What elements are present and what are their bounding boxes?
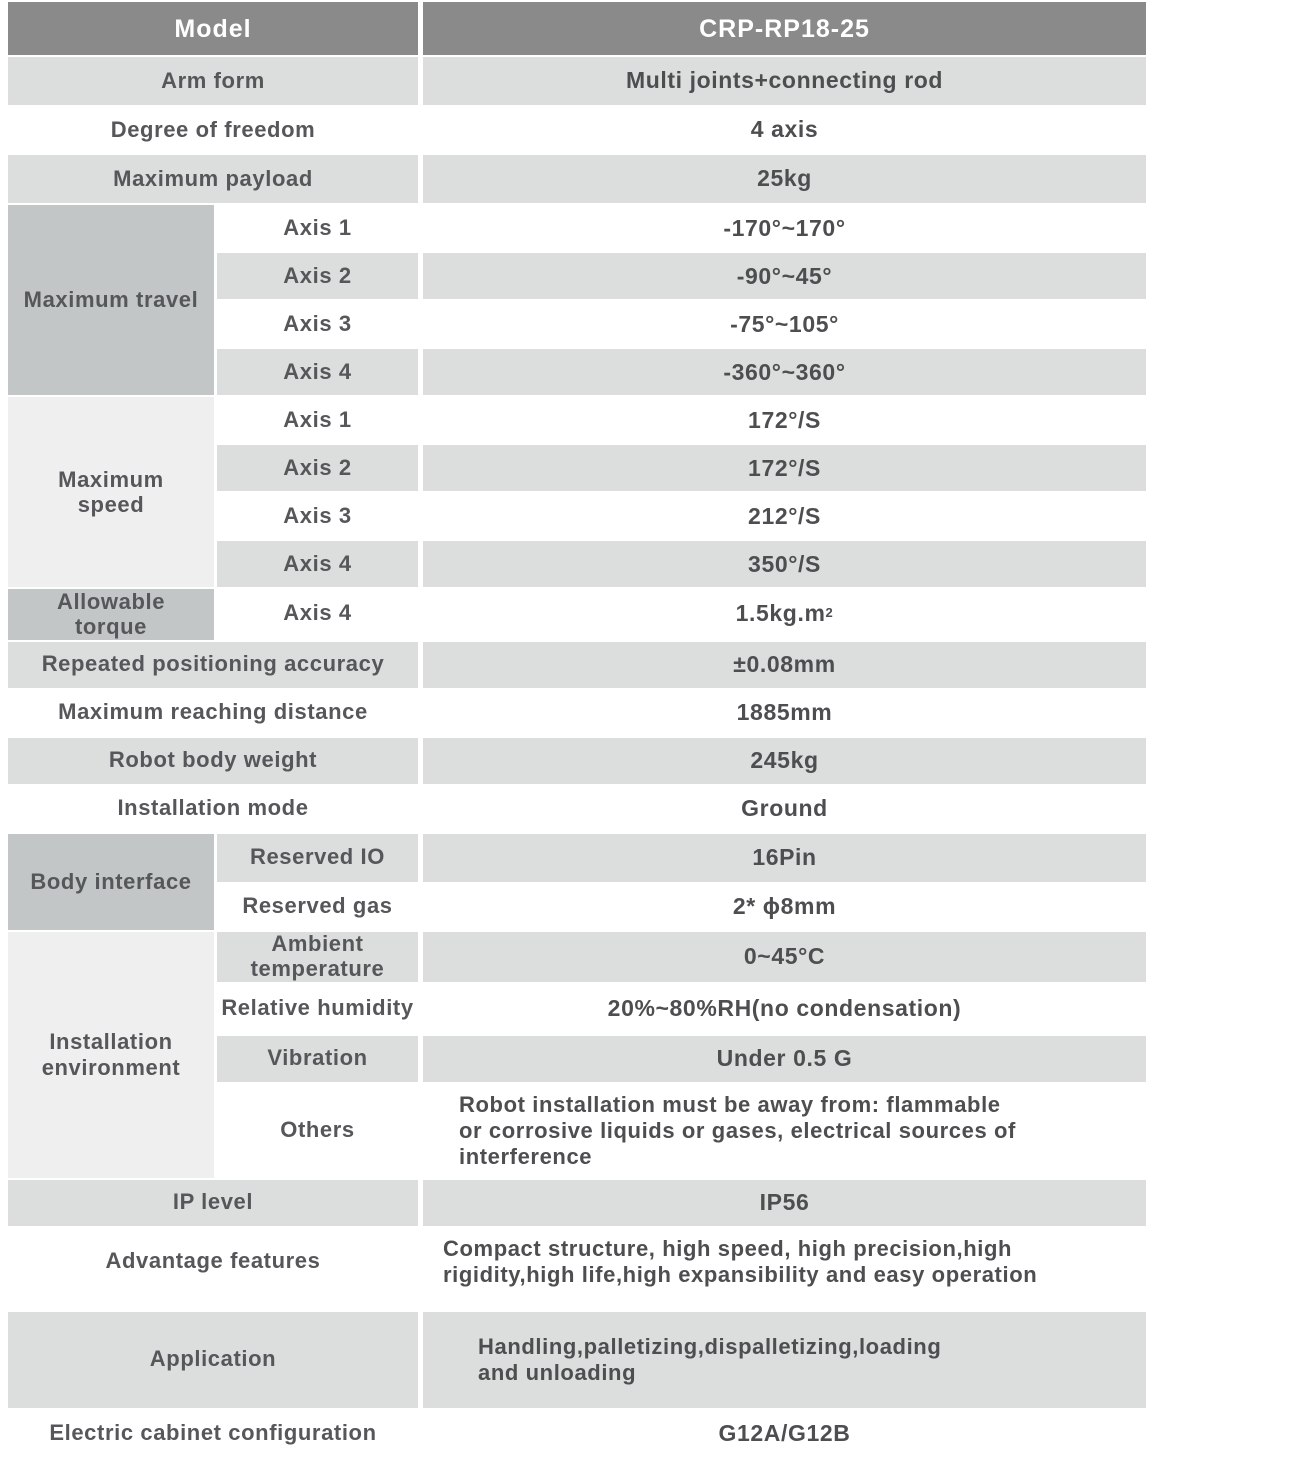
others-value bbox=[423, 1084, 1146, 1178]
row-speed-axis-3 bbox=[217, 493, 1146, 539]
row-travel-axis-3 bbox=[217, 301, 1146, 347]
application-line-2: and unloading bbox=[478, 1359, 637, 1385]
travel-axis-1-value: -170°~170° bbox=[423, 205, 1146, 251]
maximum-travel-group-label: Maximum travel bbox=[8, 205, 214, 395]
row-repeated-positioning-accuracy bbox=[8, 642, 1146, 688]
row-maximum-reaching-distance bbox=[8, 690, 1146, 736]
speed-axis-2-label: Axis 2 bbox=[217, 445, 418, 491]
degree-of-freedom-value: 4 axis bbox=[423, 107, 1146, 153]
travel-axis-1-label: Axis 1 bbox=[217, 205, 418, 251]
travel-axis-2-value: -90°~45° bbox=[423, 253, 1146, 299]
model-header-value: CRP-RP18-25 bbox=[423, 2, 1146, 55]
application-label: Application bbox=[8, 1312, 418, 1408]
row-travel-axis-2 bbox=[217, 253, 1146, 299]
row-robot-body-weight bbox=[8, 738, 1146, 784]
maximum-reaching-distance-label: Maximum reaching distance bbox=[8, 690, 418, 736]
others-label: Others bbox=[217, 1084, 418, 1178]
maximum-reaching-distance-value: 1885mm bbox=[423, 690, 1146, 736]
robot-body-weight-value: 245kg bbox=[423, 738, 1146, 784]
torque-value-text: 1.5kg.m bbox=[735, 599, 826, 626]
travel-axis-4-label: Axis 4 bbox=[217, 349, 418, 395]
others-value-line-3: interference bbox=[459, 1143, 593, 1169]
section-installation-environment bbox=[8, 932, 1146, 1178]
section-maximum-speed bbox=[8, 397, 1146, 587]
torque-axis-4-label: Axis 4 bbox=[217, 589, 418, 637]
robot-body-weight-label: Robot body weight bbox=[8, 738, 418, 784]
relative-humidity-label: Relative humidity bbox=[217, 984, 418, 1034]
row-speed-axis-2 bbox=[217, 445, 1146, 491]
row-reserved-gas bbox=[217, 884, 1146, 930]
advantage-features-line-1: Compact structure, high speed, high precision,high bbox=[443, 1235, 1013, 1261]
speed-axis-1-value: 172°/S bbox=[423, 397, 1146, 443]
installation-mode-label: Installation mode bbox=[8, 786, 418, 832]
speed-axis-1-label: Axis 1 bbox=[217, 397, 418, 443]
advantage-features-label: Advantage features bbox=[8, 1228, 418, 1296]
row-travel-axis-4 bbox=[217, 349, 1146, 395]
speed-axis-4-label: Axis 4 bbox=[217, 541, 418, 587]
row-torque-axis-4 bbox=[217, 589, 1146, 637]
row-maximum-payload bbox=[8, 155, 1146, 203]
speed-axis-4-value: 350°/S bbox=[423, 541, 1146, 587]
section-allowable-torque bbox=[8, 589, 1146, 640]
speed-axis-2-value: 172°/S bbox=[423, 445, 1146, 491]
travel-axis-3-label: Axis 3 bbox=[217, 301, 418, 347]
ambient-temperature-label: Ambient temperature bbox=[217, 932, 418, 982]
application-line-1: Handling,palletizing,dispalletizing,loading bbox=[478, 1333, 942, 1359]
travel-axis-2-label: Axis 2 bbox=[217, 253, 418, 299]
row-reserved-io bbox=[217, 834, 1146, 882]
allowable-torque-group-label: Allowable torque bbox=[8, 589, 214, 640]
reserved-gas-label: Reserved gas bbox=[217, 884, 418, 930]
ip-level-label: IP level bbox=[8, 1180, 418, 1226]
row-degree-of-freedom bbox=[8, 107, 1146, 153]
speed-axis-3-label: Axis 3 bbox=[217, 493, 418, 539]
row-advantage-features bbox=[8, 1228, 1146, 1296]
repeated-positioning-accuracy-value: ±0.08mm bbox=[423, 642, 1146, 688]
section-maximum-travel bbox=[8, 205, 1146, 395]
travel-axis-4-value: -360°~360° bbox=[423, 349, 1146, 395]
installation-mode-value: Ground bbox=[423, 786, 1146, 832]
degree-of-freedom-label: Degree of freedom bbox=[8, 107, 418, 153]
row-application bbox=[8, 1312, 1146, 1408]
row-speed-axis-4 bbox=[217, 541, 1146, 587]
advantage-features-line-2: rigidity,high life,high expansibility and easy operation bbox=[443, 1261, 1038, 1287]
others-value-line-1: Robot installation must be away from: flammable bbox=[459, 1091, 1001, 1117]
row-arm-form bbox=[8, 57, 1146, 105]
speed-axis-3-value: 212°/S bbox=[423, 493, 1146, 539]
row-relative-humidity bbox=[217, 984, 1146, 1034]
travel-axis-3-value: -75°~105° bbox=[423, 301, 1146, 347]
torque-axis-4-value: 1.5kg.m 2 bbox=[423, 589, 1146, 637]
electric-cabinet-configuration-value: G12A/G12B bbox=[423, 1410, 1146, 1458]
body-interface-group-label: Body interface bbox=[8, 834, 214, 930]
row-electric-cabinet-configuration bbox=[8, 1410, 1146, 1458]
row-ip-level bbox=[8, 1180, 1146, 1226]
application-value bbox=[423, 1312, 1146, 1408]
relative-humidity-value: 20%~80%RH(no condensation) bbox=[423, 984, 1146, 1034]
row-installation-mode bbox=[8, 786, 1146, 832]
row-speed-axis-1 bbox=[217, 397, 1146, 443]
reserved-io-label: Reserved IO bbox=[217, 834, 418, 882]
ip-level-value: IP56 bbox=[423, 1180, 1146, 1226]
vibration-label: Vibration bbox=[217, 1036, 418, 1082]
reserved-gas-value: 2* ϕ8mm bbox=[423, 884, 1146, 930]
row-ambient-temperature bbox=[217, 932, 1146, 982]
repeated-positioning-accuracy-label: Repeated positioning accuracy bbox=[8, 642, 418, 688]
maximum-speed-group-label: Maximum speed bbox=[8, 397, 214, 587]
model-header-label: Model bbox=[8, 2, 418, 55]
maximum-payload-value: 25kg bbox=[423, 155, 1146, 203]
robot-spec-table bbox=[8, 2, 1146, 1460]
header-row bbox=[8, 2, 1146, 55]
reserved-io-value: 16Pin bbox=[423, 834, 1146, 882]
advantage-features-value bbox=[423, 1228, 1146, 1296]
row-others bbox=[217, 1084, 1146, 1178]
section-body-interface bbox=[8, 834, 1146, 930]
vibration-value: Under 0.5 G bbox=[423, 1036, 1146, 1082]
electric-cabinet-configuration-label: Electric cabinet configuration bbox=[8, 1410, 418, 1458]
ambient-temperature-value: 0~45°C bbox=[423, 932, 1146, 982]
maximum-payload-label: Maximum payload bbox=[8, 155, 418, 203]
installation-environment-group-label: Installation environment bbox=[8, 932, 214, 1178]
arm-form-value: Multi joints+connecting rod bbox=[423, 57, 1146, 105]
arm-form-label: Arm form bbox=[8, 57, 418, 105]
row-travel-axis-1 bbox=[217, 205, 1146, 251]
row-vibration bbox=[217, 1036, 1146, 1082]
others-value-line-2: or corrosive liquids or gases, electrical sources of bbox=[459, 1117, 1016, 1143]
